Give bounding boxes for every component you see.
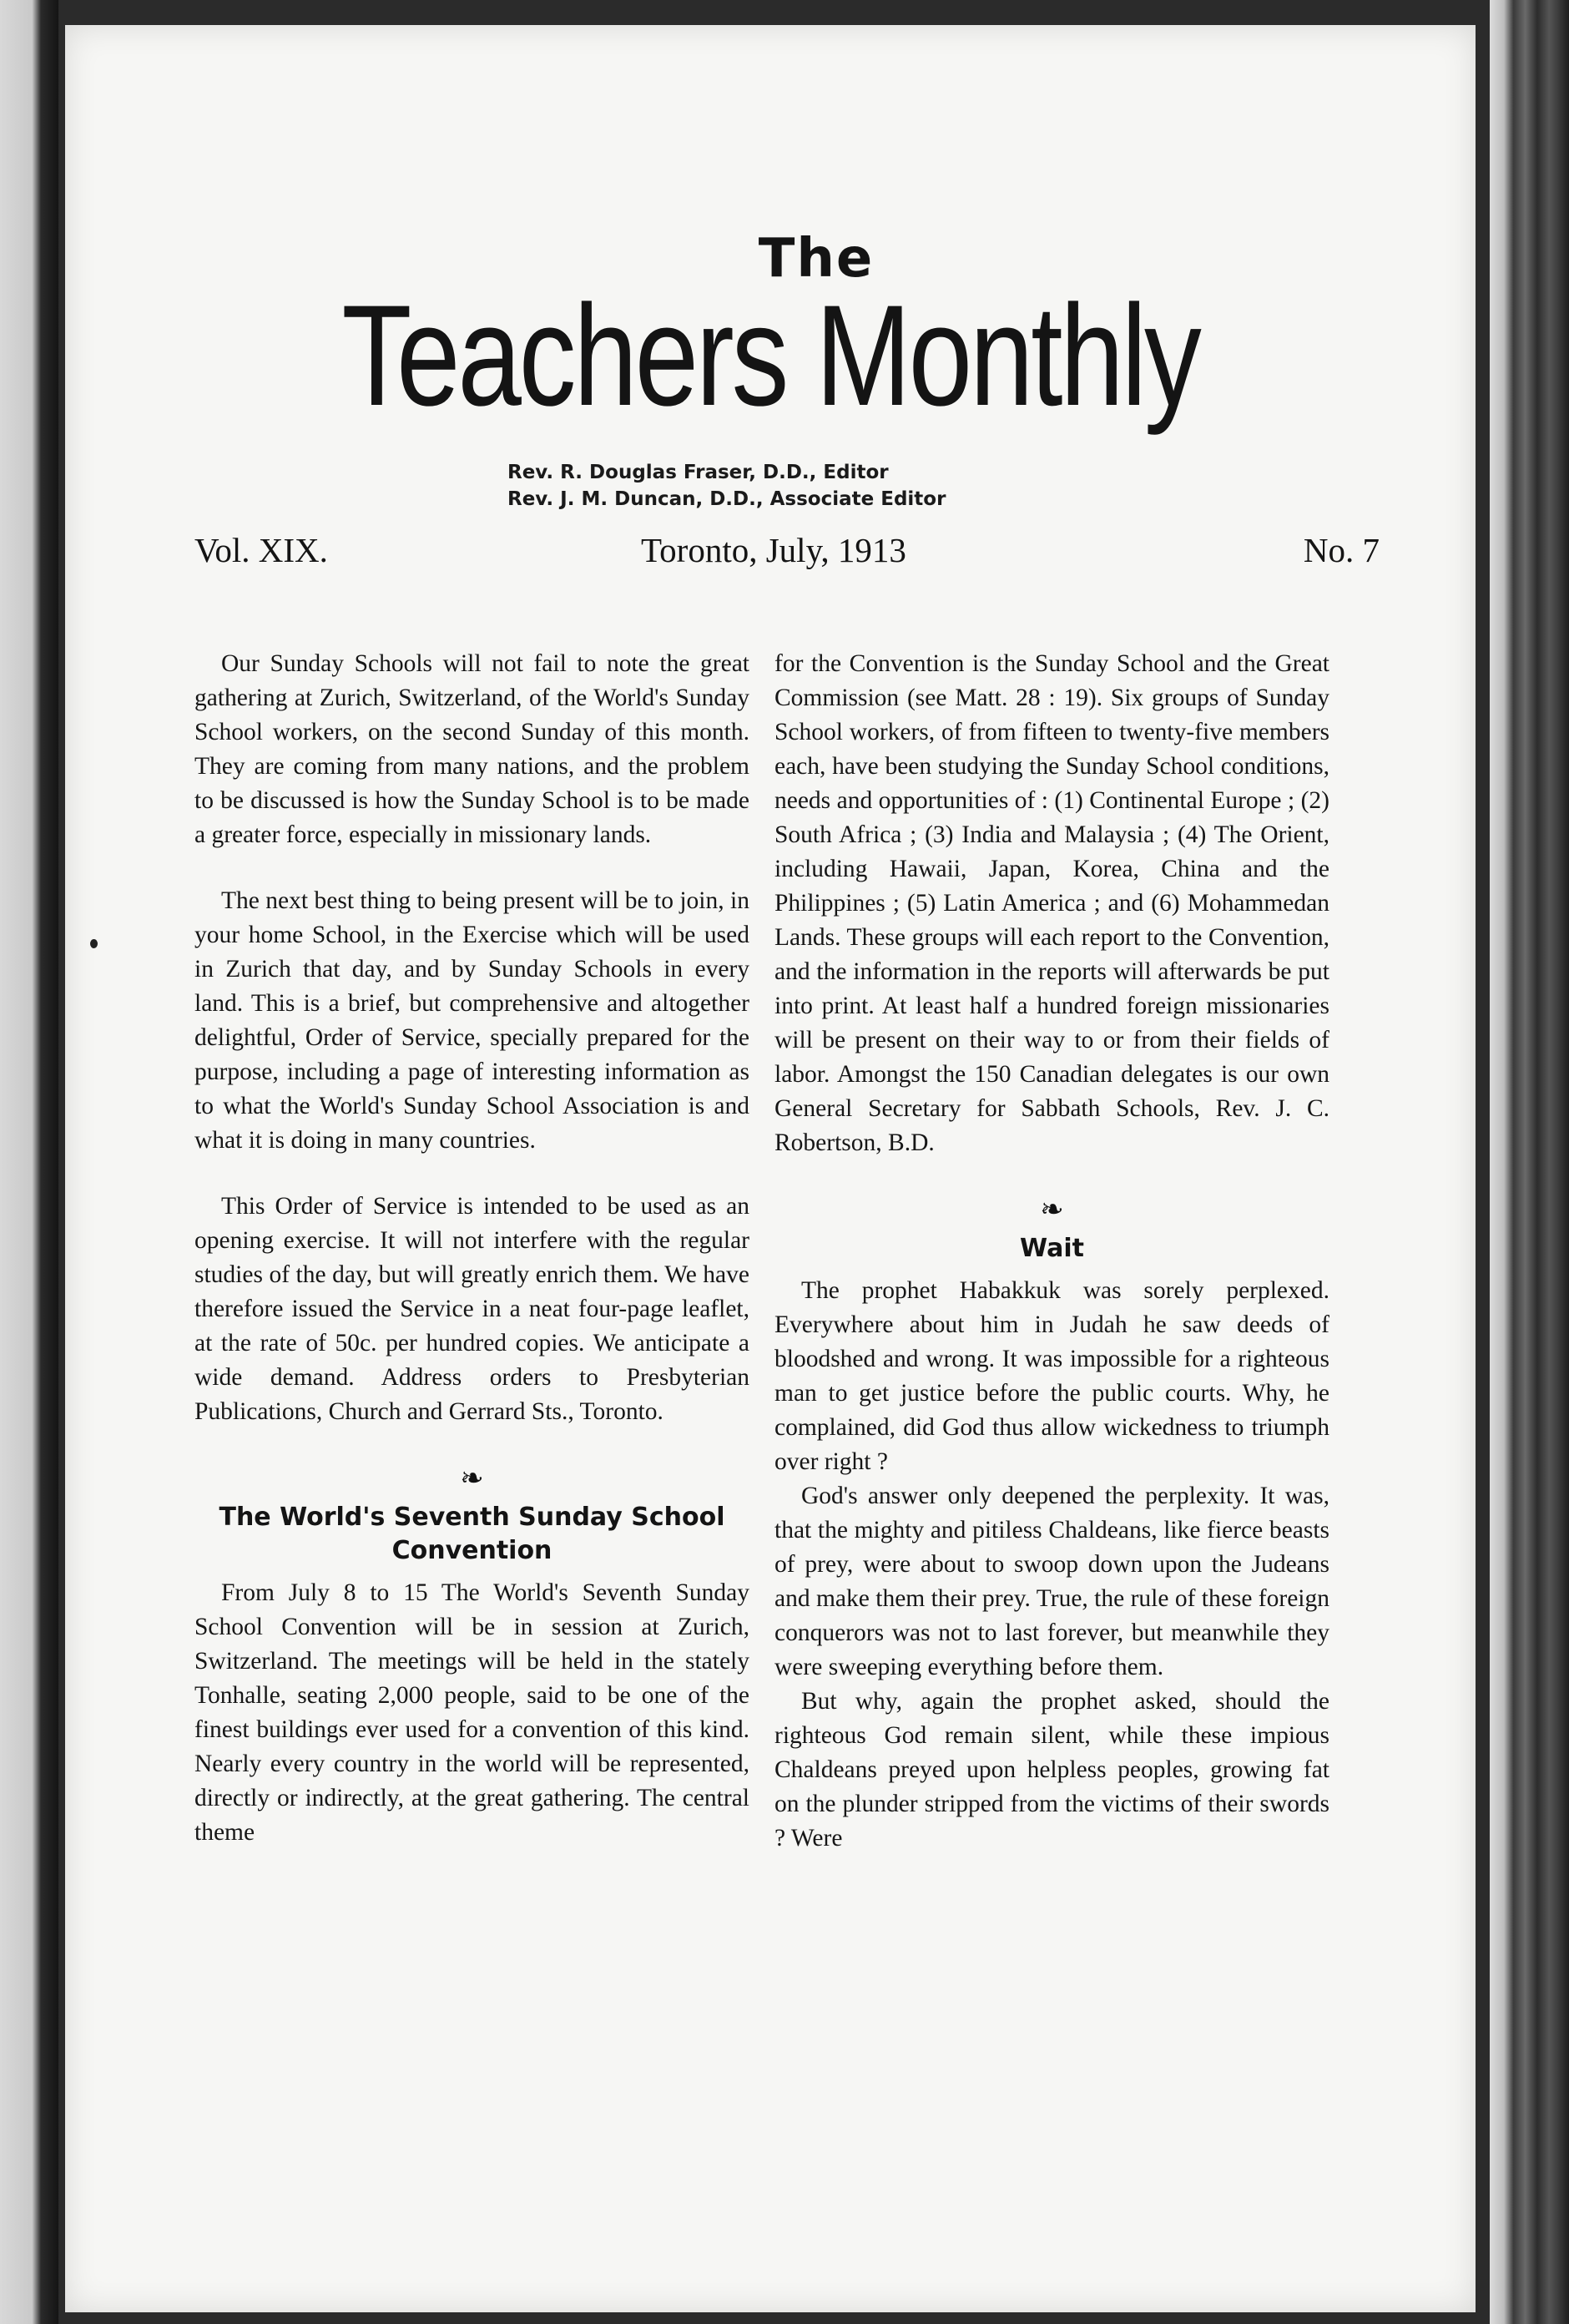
paragraph: God's answer only deepened the perplexity. It was, that the mighty and pitiless Chaldeans, like fierce beasts of prey, were about to swoop down upon the Judeans and make them their prey. True, the rule of these foreign conquerors was not to last forever, but meanwhile they were sweeping everything before them. — [774, 1483, 1329, 1680]
issue-number: No. 7 — [1303, 531, 1380, 569]
section-heading: The World's Seventh Sunday School Convention — [219, 1503, 725, 1565]
ornament-icon: ❧ — [1040, 1195, 1064, 1225]
paragraph: Our Sunday Schools will not fail to note the great gathering at Zurich, Switzerland, of the World's Sunday School workers, on the second Sunday of this month. They are coming from many nations, and the problem to be discussed is how the Sunday School is to be made a greater force, especially in missionary lands. — [194, 650, 749, 848]
paragraph: But why, again the prophet asked, should the righteous God remain silent, while these impious Chaldeans preyed upon helpless peoples, growing fat on the plunder stripped from the victims of their swords ? Were — [774, 1688, 1329, 1852]
paragraph: for the Convention is the Sunday School and the Great Commission (see Matt. 28 : 19). Six groups of Sunday School workers, of from fifteen to twenty-five members each, have been studying the Sunday School conditions, needs and opportunities of : (1) Continental Europe ; (2) South Africa ; (3) India and Malaysia ; (4) The Orient, including Hawaii, Japan, Korea, China and the Philippines ; (5) Latin America ; and (6) Mohammedan Lands. These groups will each report to the Convention, and the information in the reports will afterwards be put into print. At least half a hundred foreign missionaries will be present on their way to or from their fields of labor. Amongst the 150 Canadian delegates is our own General Secretary for Sabbath Schools, Rev. J. C. Robertson, B.D. — [774, 650, 1329, 1156]
right-column — [774, 647, 1329, 1856]
section-heading: Wait — [1020, 1234, 1084, 1263]
masthead-the: The — [758, 228, 875, 290]
book-edge-right — [1490, 0, 1569, 2324]
editor-line: Rev. R. Douglas Fraser, D.D., Editor — [507, 462, 889, 483]
magazine-page — [65, 25, 1476, 2312]
masthead-title: Teachers Monthly — [341, 275, 1199, 436]
place-and-date: Toronto, July, 1913 — [641, 531, 906, 569]
issue-line — [194, 530, 1380, 580]
left-column — [194, 647, 749, 1850]
book-gutter-left — [0, 0, 58, 2324]
editors-block — [507, 459, 946, 513]
volume-number: Vol. XIX. — [194, 531, 328, 569]
ink-speck — [90, 939, 98, 948]
paragraph: The prophet Habakkuk was sorely perplexed. Everywhere about him in Judah he saw deeds of bloodshed and wrong. It was impossible for a righteous man to get justice before the public courts. Why, he complained, did God thus allow wickedness to triumph over right ? — [774, 1277, 1329, 1475]
paragraph: From July 8 to 15 The World's Seventh Sunday School Convention will be in session at Zurich, Switzerland. The meetings will be held in the stately Tonhalle, seating 2,000 people, said to be one of the finest buildings ever used for a convention of this kind. Nearly every country in the world will be represented, directly or indirectly, at the great gathering. The central theme — [194, 1579, 749, 1846]
ornament-icon: ❧ — [460, 1463, 484, 1494]
paragraph: The next best thing to being present will be to join, in your home School, in the Exercise which will be used in Zurich that day, and by Sunday Schools in every land. This is a brief, but comprehensive and altogether delightful, Order of Service, specially prepared for the purpose, including a page of interesting information as to what the World's Sunday School Association is and what it is doing in many countries. — [194, 887, 749, 1154]
paragraph: This Order of Service is intended to be used as an opening exercise. It will not interfere with the regular studies of the day, but will greatly enrich them. We have therefore issued the Service in a neat four-page leaflet, at the rate of 50c. per hundred copies. We anticipate a wide demand. Address orders to Presbyterian Publications, Church and Gerrard Sts., Toronto. — [194, 1193, 749, 1425]
associate-editor-line: Rev. J. M. Duncan, D.D., Associate Editor — [507, 488, 946, 510]
